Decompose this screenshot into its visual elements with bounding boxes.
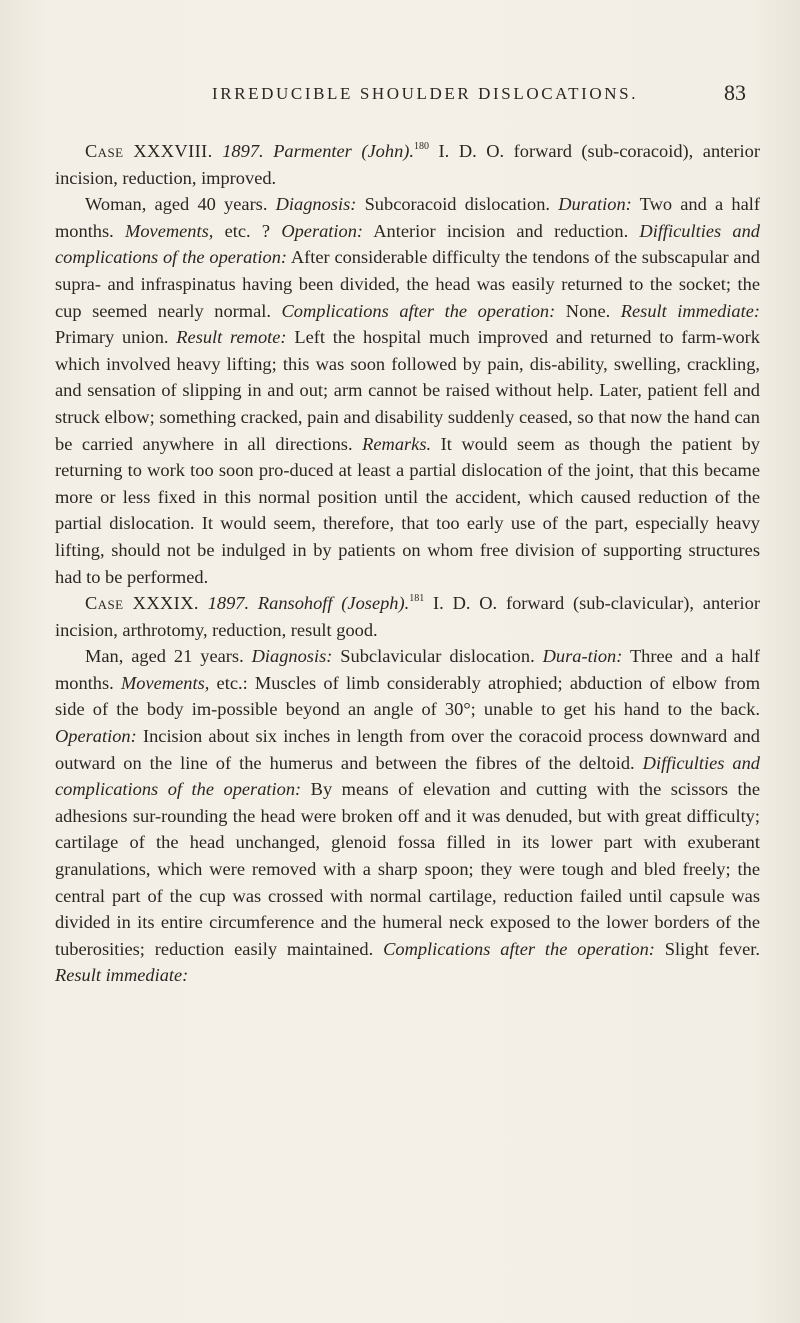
diagnosis-heading: Diagnosis: xyxy=(275,194,357,215)
case-author: Parmenter (John). xyxy=(273,141,414,161)
case-summary: I. D. O. forward (sub-coracoid), anterior incision, reduction, improved. xyxy=(55,141,760,188)
page-number: 83 xyxy=(724,80,746,105)
page-header xyxy=(0,80,800,120)
result-remote-text: Left the hospital much improved and returned to farm-work which involved heavy lifting; this was soon followed by pain, dis-ability, swelling, crackling, and sensation of slipping in and out; arm cannot be raised without help. Later, patient fell and struck elbow; something cracked, pain and disability suddenly ceased, so that now the hand can be carried anywhere in all directions. xyxy=(55,327,760,454)
case-38-heading xyxy=(55,138,760,191)
footnote-ref: 181 xyxy=(409,593,425,605)
diagnosis-heading: Diagnosis: xyxy=(251,646,333,667)
complications-text: Slight fever. xyxy=(654,938,760,959)
case-summary: I. D. O. forward (sub-clavicular), anterior incision, arthrotomy, reduction, result good. xyxy=(55,593,760,640)
body-text xyxy=(55,138,760,989)
result-immediate-heading: Result immediate: xyxy=(620,300,761,321)
case-39-detail xyxy=(55,643,760,989)
result-immediate-heading: Result immediate: xyxy=(55,965,189,986)
case-label: Case XXXIX. xyxy=(85,593,199,614)
duration-heading: Dura-tion: xyxy=(542,646,623,667)
difficulties-text: By means of elevation and cutting with the scissors the adhesions sur-rounding the head were broken off and it was denuded, but with great difficulty; cartilage of the head unchanged, glenoid fossa filled in its lower part with exuberant granulations, which were removed with a sharp spoon; they were tough and bled freely; the central part of the cup was crossed with normal cartilage, reduction failed until capsule was divided in its entire circumference and the humeral neck exposed to the lower borders of the tuberosities; reduction easily maintained. xyxy=(55,779,760,959)
remarks-text: It would seem as though the patient by returning to work too soon pro-duced at least a partial dislocation of the joint, that this became more or less fixed in this normal position until the accident, which caused reduction of the partial dislocation. It would seem, therefore, that too early use of the part, especially heavy lifting, should not be indulged in by patients on whom free division of supporting structures had to be performed. xyxy=(55,433,760,587)
diagnosis-text: Subcoracoid dislocation. xyxy=(356,194,559,215)
case-year: 1897. xyxy=(222,141,264,161)
complications-heading: Complications after the operation: xyxy=(383,938,655,959)
movements-heading: Movements, xyxy=(125,220,214,241)
case-label: Case XXXVIII. xyxy=(85,141,213,161)
duration-text: Three and a half months. xyxy=(55,646,760,693)
operation-heading: Operation: xyxy=(55,726,137,747)
case-year: 1897. xyxy=(207,593,250,614)
remarks-heading: Remarks. xyxy=(362,433,432,454)
running-head: IRREDUCIBLE SHOULDER DISLOCATIONS. xyxy=(212,84,639,103)
difficulties-heading: Difficulties and complications of the operation: xyxy=(55,752,760,800)
patient-info: Man, aged 21 years. xyxy=(85,646,252,667)
movements-text: etc.: Muscles of limb considerably atrophied; abduction of elbow from side of the body im-possible beyond an angle of 30°; unable to get his hand to the back. xyxy=(55,672,761,720)
difficulties-text: After considerable difficulty the tendons of the subscapular and supra- and infraspinatus having been divided, the head was easily returned to the socket; the cup seemed nearly normal. xyxy=(55,247,760,321)
duration-heading: Duration: xyxy=(558,194,632,215)
movements-heading: Movements, xyxy=(120,672,210,693)
movements-text: etc. ? xyxy=(213,220,282,241)
diagnosis-text: Subclavicular dislocation. xyxy=(332,646,543,667)
operation-text: Anterior incision and reduction. xyxy=(363,220,640,241)
case-39-heading xyxy=(55,590,760,643)
patient-info: Woman, aged 40 years. xyxy=(85,194,276,215)
operation-heading: Operation: xyxy=(281,220,364,241)
case-38-detail xyxy=(55,191,760,590)
complications-heading: Complications after the operation: xyxy=(281,300,556,321)
operation-text: Incision about six inches in length from over the coracoid process downward and outward on the line of the humerus and between the fibres of the deltoid. xyxy=(55,726,760,773)
duration-text: Two and a half months. xyxy=(55,194,760,241)
difficulties-heading: Difficulties and complications of the operation: xyxy=(55,220,760,268)
complications-text: None. xyxy=(555,300,621,321)
result-remote-heading: Result remote: xyxy=(176,327,287,348)
case-author: Ransohoff (Joseph). xyxy=(257,593,410,614)
result-immediate-text: Primary union. xyxy=(55,327,177,348)
footnote-ref: 180 xyxy=(414,141,429,152)
